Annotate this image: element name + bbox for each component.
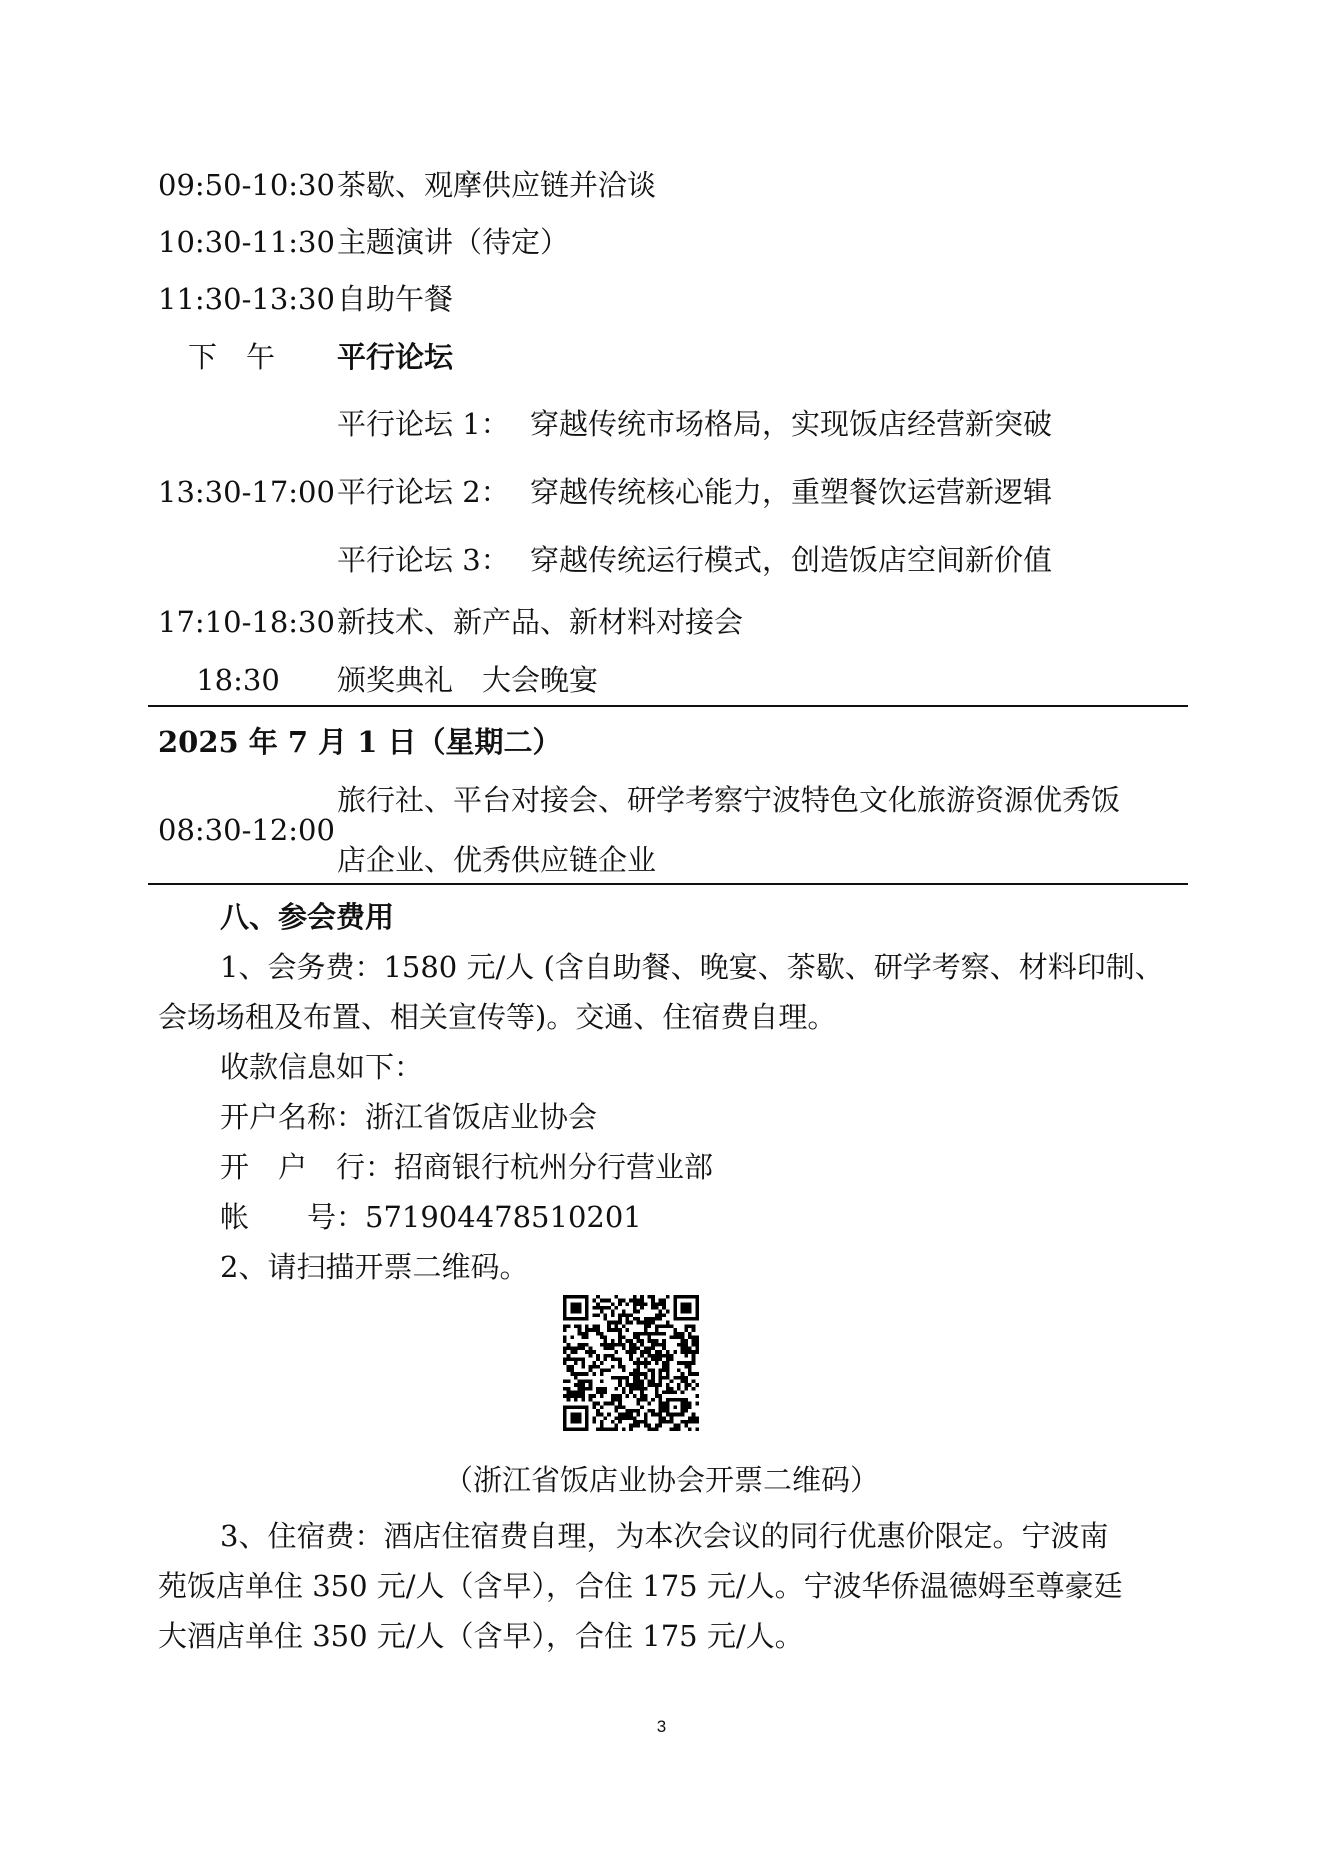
page-number: 3 (656, 1717, 667, 1736)
schedule-row (0, 277, 1323, 321)
forum-row (0, 402, 1323, 446)
forum-label: 平行论坛 2： (337, 475, 510, 509)
payee-intro: 收款信息如下： (220, 1050, 424, 1084)
schedule-time: 10:30-11:30 (158, 225, 335, 259)
schedule-time: 09:50-10:30 (158, 168, 335, 202)
fees-item1-line1: 1、会务费：1580 元/人 (含自助餐、晚宴、茶歇、研学考察、材料印制、 (220, 950, 1164, 984)
schedule-row (0, 220, 1323, 264)
account-number: 帐 号：571904478510201 (220, 1200, 642, 1234)
qr-code-icon (563, 1295, 699, 1431)
fees-heading: 八、参会费用 (220, 900, 395, 934)
day2-time: 08:30-12:00 (158, 813, 335, 847)
day2-row (0, 838, 1323, 882)
day2-desc-line1: 旅行社、平台对接会、研学考察宁波特色文化旅游资源优秀饭 (337, 783, 1121, 817)
qr-caption: （浙江省饭店业协会开票二维码） (443, 1463, 879, 1497)
schedule-time: 18:30 (196, 663, 280, 697)
fees-item1-line2: 会场场租及布置、相关宣传等)。交通、住宿费自理。 (158, 1000, 837, 1034)
afternoon-title: 平行论坛 (337, 340, 454, 374)
forum-row (0, 470, 1323, 514)
forum-label: 平行论坛 3： (337, 543, 510, 577)
day2-desc-line2: 店企业、优秀供应链企业 (337, 843, 657, 877)
forum-label: 平行论坛 1： (337, 407, 510, 441)
forum-text: 穿越传统运行模式，创造饭店空间新价值 (530, 543, 1053, 577)
fees-item3-line1: 3、住宿费：酒店住宿费自理，为本次会议的同行优惠价限定。宁波南 (220, 1519, 1109, 1553)
forum-time: 13:30-17:00 (158, 475, 335, 509)
bank-name: 开 户 行：招商银行杭州分行营业部 (220, 1150, 714, 1184)
table-divider (148, 883, 1188, 885)
fees-item3-line2: 苑饭店单住 350 元/人（含早），合住 175 元/人。宁波华侨温德姆至尊豪廷 (158, 1569, 1123, 1603)
table-divider (148, 705, 1188, 707)
schedule-time: 11:30-13:30 (158, 282, 335, 316)
schedule-time: 17:10-18:30 (158, 605, 335, 639)
forum-text: 穿越传统核心能力，重塑餐饮运营新逻辑 (530, 475, 1053, 509)
fees-item2: 2、请扫描开票二维码。 (220, 1250, 529, 1284)
afternoon-row (0, 335, 1323, 379)
schedule-row (0, 658, 1323, 702)
schedule-desc: 颁奖典礼 大会晚宴 (337, 663, 599, 697)
schedule-row (0, 163, 1323, 207)
schedule-desc: 新技术、新产品、新材料对接会 (337, 605, 744, 639)
forum-text: 穿越传统市场格局，实现饭店经营新突破 (530, 407, 1053, 441)
account-name: 开户名称：浙江省饭店业协会 (220, 1100, 598, 1134)
day2-date-row (0, 720, 1323, 764)
day2-date: 2025 年 7 月 1 日（星期二） (158, 725, 562, 759)
schedule-desc: 茶歇、观摩供应链并洽谈 (337, 168, 657, 202)
afternoon-label: 下 午 (188, 340, 276, 374)
schedule-row (0, 600, 1323, 644)
invoice-qr-code (563, 1295, 699, 1431)
forum-row (0, 538, 1323, 582)
fees-item3-line3: 大酒店单住 350 元/人（含早），合住 175 元/人。 (158, 1619, 804, 1653)
schedule-desc: 主题演讲（待定） (337, 225, 570, 259)
schedule-desc: 自助午餐 (337, 282, 454, 316)
